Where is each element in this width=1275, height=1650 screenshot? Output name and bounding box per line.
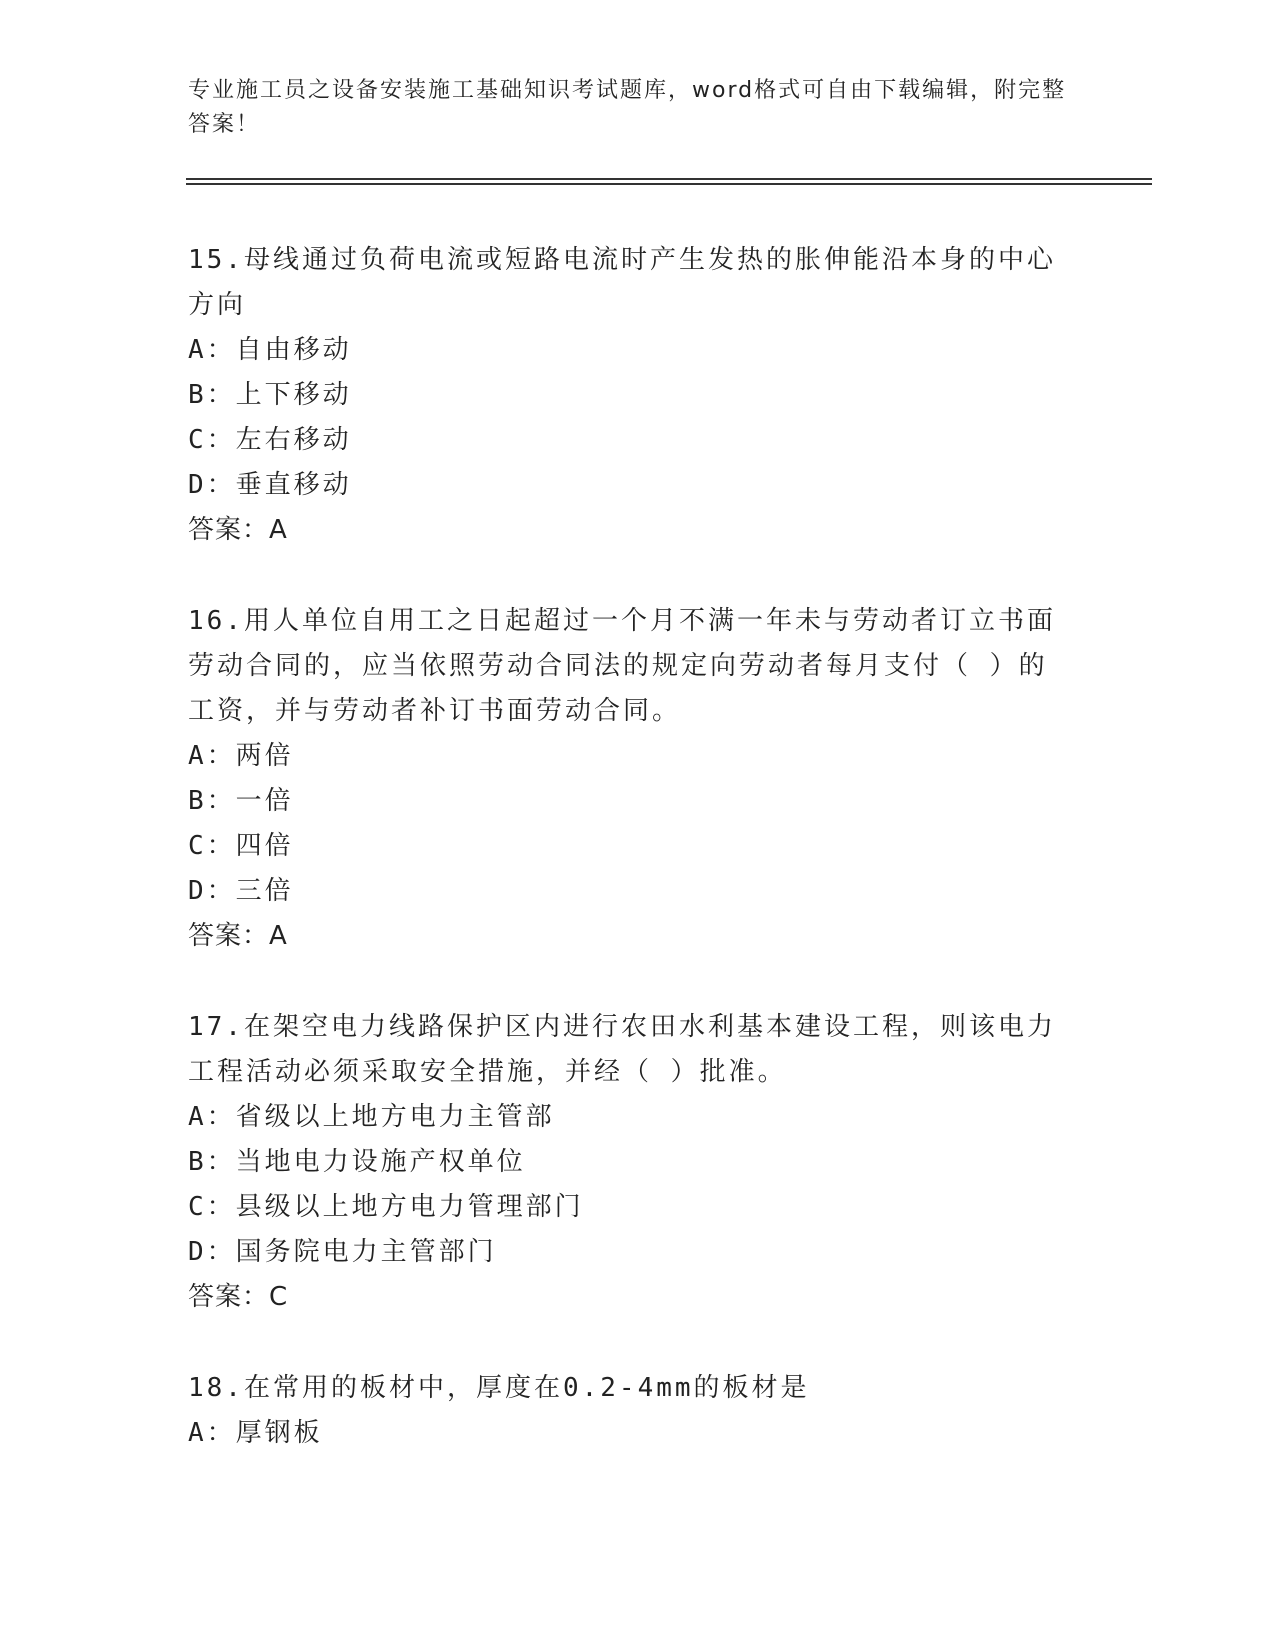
question-stem: 16.用人单位自用工之日起超过一个月不满一年未与劳动者订立书面劳动合同的，应当依照劳动合同法的规定向劳动者每月支付（ ）的工资，并与劳动者补订书面劳动合同。 [188,606,1056,726]
option-a: A：两倍 [188,741,294,771]
answer-label: 答案：A [188,515,288,545]
option-a: A：厚钢板 [188,1418,323,1448]
option-d: D：国务院电力主管部门 [188,1237,497,1267]
option-d: D：三倍 [188,876,294,906]
option-c: C：四倍 [188,831,294,861]
option-b: B：上下移动 [188,380,352,410]
option-c: C：左右移动 [188,425,352,455]
question-18 [188,1366,1068,1456]
question-16 [188,599,1068,959]
header-divider-top [186,178,1152,180]
option-c: C：县级以上地方电力管理部门 [188,1192,584,1222]
option-d: D：垂直移动 [188,470,352,500]
option-a: A：省级以上地方电力主管部 [188,1102,555,1132]
question-17 [188,1005,1068,1320]
question-stem: 15.母线通过负荷电流或短路电流时产生发热的胀伸能沿本身的中心方向 [188,245,1056,320]
question-stem: 17.在架空电力线路保护区内进行农田水利基本建设工程，则该电力工程活动必须采取安全措施，并经（ ）批准。 [188,1012,1056,1087]
option-b: B：一倍 [188,786,294,816]
option-a: A：自由移动 [188,335,352,365]
question-15 [188,238,1068,553]
page-header: 专业施工员之设备安装施工基础知识考试题库，word格式可自由下载编辑，附完整答案！ [188,78,1067,137]
option-b: B：当地电力设施产权单位 [188,1147,526,1177]
answer-label: 答案：A [188,921,288,951]
question-list [188,238,1068,1502]
question-stem: 18.在常用的板材中，厚度在0.2-4mm的板材是 [188,1373,810,1403]
answer-label: 答案：C [188,1282,289,1312]
header-divider-bottom [186,183,1152,185]
